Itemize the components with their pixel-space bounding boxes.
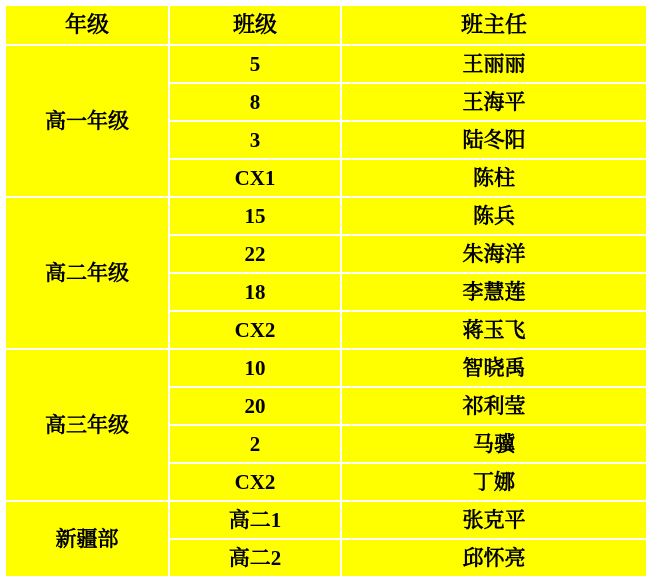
- teacher-value: 丁娜: [341, 463, 647, 501]
- teacher-value: 智晓禹: [341, 349, 647, 387]
- grade-group-label: 高一年级: [5, 45, 169, 197]
- teacher-value: 陈柱: [341, 159, 647, 197]
- class-value: CX2: [169, 311, 341, 349]
- class-teacher-table: [4, 4, 648, 578]
- class-value: 高二2: [169, 539, 341, 577]
- grade-group-label: 高二年级: [5, 197, 169, 349]
- class-value: 2: [169, 425, 341, 463]
- table-body: [5, 5, 647, 577]
- teacher-value: 李慧莲: [341, 273, 647, 311]
- class-value: 22: [169, 235, 341, 273]
- table-row: [5, 501, 647, 539]
- teacher-value: 朱海洋: [341, 235, 647, 273]
- class-value: 5: [169, 45, 341, 83]
- class-value: 18: [169, 273, 341, 311]
- teacher-value: 祁利莹: [341, 387, 647, 425]
- table-row: [5, 349, 647, 387]
- table-row: [5, 45, 647, 83]
- teacher-value: 邱怀亮: [341, 539, 647, 577]
- column-header-class: 班级: [169, 5, 341, 45]
- teacher-value: 陆冬阳: [341, 121, 647, 159]
- teacher-value: 张克平: [341, 501, 647, 539]
- class-value: 20: [169, 387, 341, 425]
- teacher-value: 王海平: [341, 83, 647, 121]
- class-value: 10: [169, 349, 341, 387]
- grade-group-label: 高三年级: [5, 349, 169, 501]
- teacher-value: 王丽丽: [341, 45, 647, 83]
- table-row: [5, 197, 647, 235]
- teacher-value: 蒋玉飞: [341, 311, 647, 349]
- table-header-row: [5, 5, 647, 45]
- class-value: CX1: [169, 159, 341, 197]
- class-value: 3: [169, 121, 341, 159]
- teacher-value: 陈兵: [341, 197, 647, 235]
- class-value: 高二1: [169, 501, 341, 539]
- teacher-value: 马骥: [341, 425, 647, 463]
- column-header-grade: 年级: [5, 5, 169, 45]
- class-value: 8: [169, 83, 341, 121]
- grade-group-label: 新疆部: [5, 501, 169, 577]
- class-value: CX2: [169, 463, 341, 501]
- column-header-teacher: 班主任: [341, 5, 647, 45]
- class-value: 15: [169, 197, 341, 235]
